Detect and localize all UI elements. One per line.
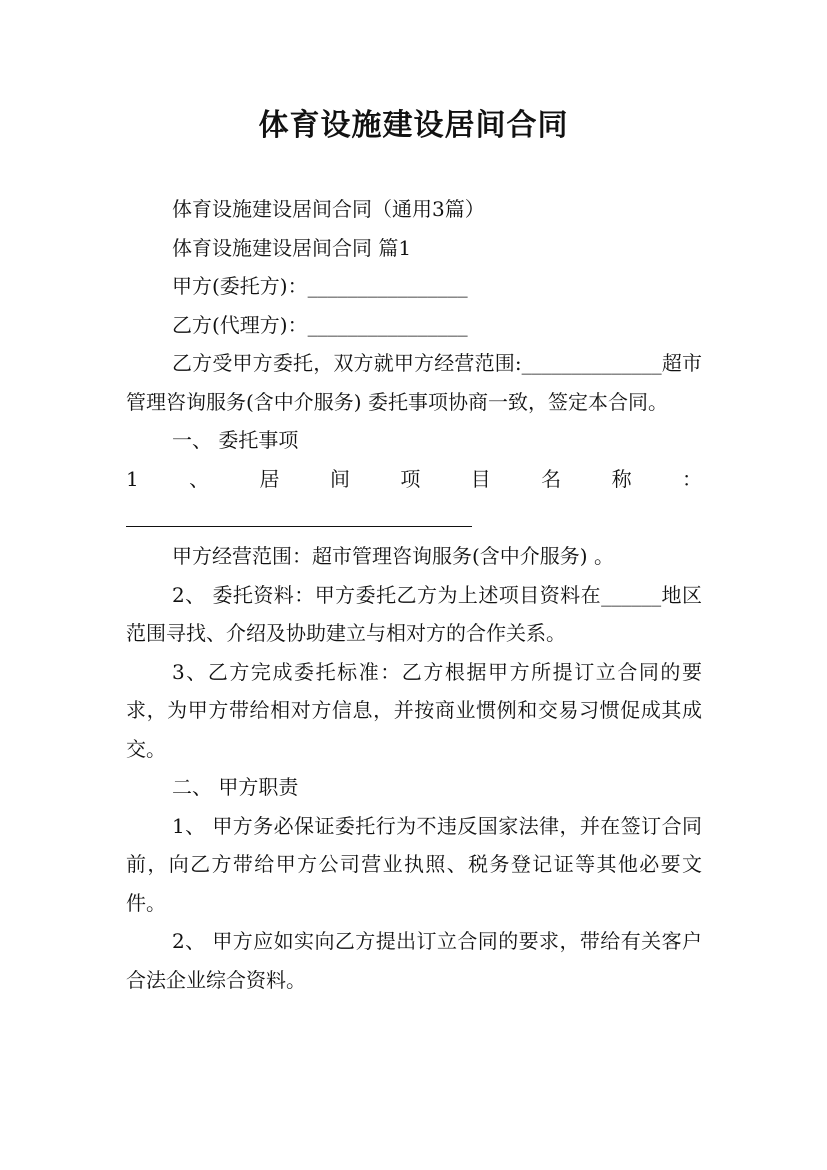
duty-1-paragraph: 1、 甲方务必保证委托行为不违反国家法律，并在签订合同前，向乙方带给甲方公司营业执照、税务登记证等其他必要文件。: [126, 813, 702, 915]
item-1-char: 1: [126, 466, 139, 491]
clause-1-heading: 一、 委托事项: [172, 428, 299, 452]
duty-2-paragraph: 2、 甲方应如实向乙方提出订立合同的要求，带给有关客户合法企业综合资料。: [126, 929, 702, 992]
party-a-line: 甲方(委托方)：________________: [172, 274, 468, 298]
clause-2-heading: 二、 甲方职责: [172, 775, 299, 799]
document-title: 体育设施建设居间合同: [258, 108, 569, 143]
item-1-scope: 甲方经营范围：超市管理咨询服务(含中介服务) 。: [172, 544, 614, 568]
item-2-paragraph: 2、 委托资料：甲方委托乙方为上述项目资料在______地区范围寻找、介绍及协助建立与相对方的合作关系。: [126, 582, 702, 645]
party-b-line: 乙方(代理方)：________________: [172, 312, 468, 337]
item-1-char: 、: [189, 466, 210, 491]
intro-paragraph: 乙方受甲方委托，双方就甲方经营范围:______________超市管理咨询服务(含中介服务) 委托事项协商一致，签定本合同。: [126, 351, 702, 414]
item-1-char: 居: [259, 466, 280, 491]
item-1-char: 项: [400, 466, 421, 491]
item-1-char: ：: [681, 466, 702, 491]
section-heading: 体育设施建设居间合同 篇1: [172, 235, 412, 260]
item-3-paragraph: 3、乙方完成委托标准：乙方根据甲方所提订立合同的要求，为甲方带给相对方信息，并按商业惯例和交易习惯促成其成交。: [126, 659, 702, 761]
document-body: [126, 190, 702, 999]
item-1-char: 名: [541, 466, 562, 491]
document-subtitle: 体育设施建设居间合同（通用3篇）: [172, 197, 485, 221]
item-1-blank-underline: [126, 498, 472, 527]
item-1-label: [126, 460, 702, 499]
item-1-char: 间: [329, 466, 350, 491]
item-1-char: 目: [470, 466, 491, 491]
item-1-char: 称: [611, 466, 632, 491]
